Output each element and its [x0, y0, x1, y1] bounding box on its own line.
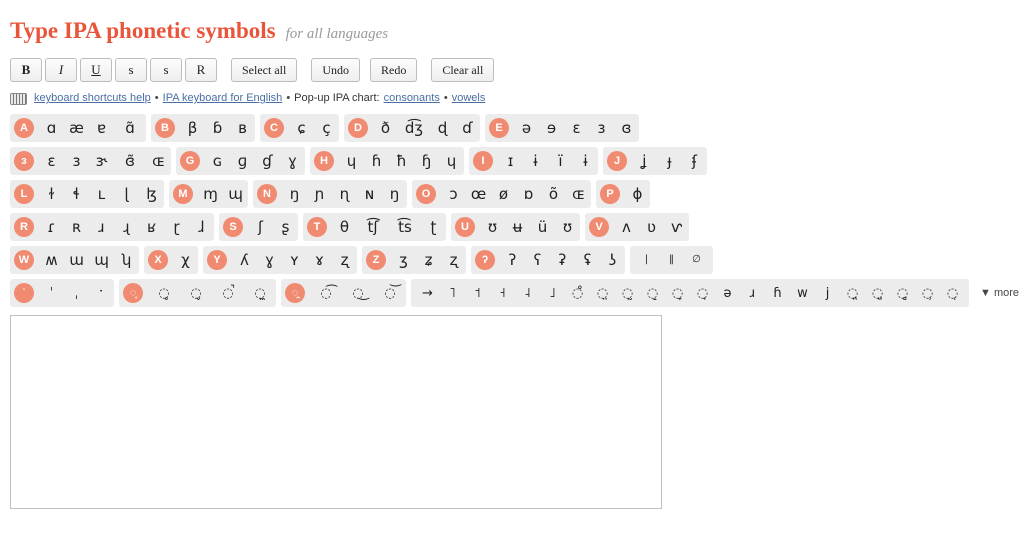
ipa-key[interactable]: ɫ [48, 184, 55, 203]
ipa-key[interactable]: ɦ [773, 285, 782, 301]
ipa-key[interactable]: ɢ [212, 151, 223, 170]
ipa-key[interactable]: ◌̹ [921, 285, 934, 301]
key-group-G [176, 147, 305, 175]
ipa-key[interactable]: ◌̥ [158, 285, 170, 301]
key-group-B [151, 114, 255, 142]
ipa-key[interactable]: ʌ [622, 217, 631, 236]
key-group-badge[interactable]: W [14, 250, 34, 270]
ipa-key[interactable]: ʈ [430, 217, 437, 236]
ipa-key[interactable]: ɜ [597, 118, 606, 137]
ipa-key[interactable]: ø [498, 184, 509, 203]
ipa-key[interactable]: æ [69, 118, 84, 137]
key-group-A [10, 114, 146, 142]
key-group-ɜ [10, 147, 171, 175]
key-group-badge[interactable]: X [148, 250, 168, 270]
subscript-button[interactable]: s [150, 58, 182, 82]
formatting-toolbar [10, 58, 669, 82]
ipa-key[interactable]: ʒ [399, 250, 408, 269]
key-group-W [10, 246, 139, 274]
key-group-ʔ [471, 246, 625, 274]
text-editor[interactable] [10, 315, 662, 509]
ipa-key[interactable]: ◌̘ [696, 285, 709, 301]
ipa-key[interactable]: ∅ [692, 254, 701, 265]
ipa-key[interactable]: ɠ [262, 151, 273, 170]
key-group-badge[interactable]: N [257, 184, 277, 204]
ipa-key[interactable]: ɜ [72, 151, 81, 170]
key-group-C [260, 114, 339, 142]
ipa-key[interactable]: ɮ [146, 184, 157, 203]
key-group-◌̯ [281, 279, 406, 307]
ipa-key[interactable]: ɹ [98, 217, 105, 236]
ipa-key[interactable]: ɺ [198, 217, 205, 236]
reset-format-button[interactable]: R [185, 58, 217, 82]
ipa-key[interactable]: ħ [396, 151, 407, 170]
ipa-keyboard [10, 114, 1019, 307]
ipa-key[interactable]: ɭ [124, 184, 129, 203]
ipa-key[interactable]: ɕ [297, 118, 306, 137]
ipa-key[interactable]: ʙ [238, 118, 247, 137]
ipa-key[interactable]: ɞ [621, 118, 632, 137]
separator-bullet-2: • [286, 92, 291, 104]
ipa-key[interactable]: ɑ [46, 118, 57, 137]
ipa-key[interactable]: ʟ [97, 184, 106, 203]
ipa-key[interactable]: œ [470, 184, 487, 203]
key-group-plain [630, 246, 713, 274]
separator-bullet-3: • [443, 92, 448, 104]
ipa-key[interactable]: ʊ [562, 217, 573, 236]
keyboard-shortcuts-help-link[interactable]: keyboard shortcuts help [34, 92, 151, 104]
ipa-key[interactable]: ◌͜ [352, 285, 364, 301]
ipa-key[interactable]: ‖ [669, 254, 674, 265]
page-header [0, 0, 669, 44]
ipa-key[interactable]: ɒ [523, 184, 534, 203]
underline-button[interactable]: U [80, 58, 112, 82]
ipa-key[interactable]: ʖ [608, 250, 617, 269]
ipa-key[interactable]: ŋ [389, 184, 400, 203]
ipa-key[interactable]: ɬ [72, 184, 81, 203]
ipa-key[interactable]: ɑ̃ [125, 118, 135, 137]
undo-button[interactable]: Undo [311, 58, 360, 82]
ipa-key[interactable]: ŋ [289, 184, 300, 203]
ipa-key[interactable]: ʏ [289, 250, 300, 269]
ipa-key[interactable]: ˨ [524, 285, 531, 301]
popup-chart-label: Pop-up IPA chart: [294, 92, 380, 104]
key-group-Y [203, 246, 357, 274]
key-group-badge[interactable]: O [416, 184, 436, 204]
key-group-O [412, 180, 591, 208]
ipa-key[interactable]: ʐ [449, 250, 458, 269]
ipa-key[interactable]: ɛ [47, 151, 56, 170]
key-group-P [596, 180, 650, 208]
ipa-key[interactable]: ɰ [228, 184, 243, 203]
ipa-key[interactable]: ɰ [94, 250, 109, 269]
key-group-badge[interactable]: H [314, 151, 334, 171]
ipa-key[interactable]: ˥ [449, 285, 456, 301]
ipa-key[interactable]: ◌̺ [871, 285, 884, 301]
ipa-key[interactable]: ʮ [121, 250, 132, 269]
ipa-key[interactable]: ◌̬ [190, 285, 202, 301]
ipa-key[interactable]: d͡ʒ [404, 118, 424, 137]
key-group-badge[interactable]: ʔ [475, 250, 495, 270]
ipa-key[interactable]: ◌̼ [254, 285, 266, 301]
key-group-badge[interactable]: V [589, 217, 609, 237]
key-group-V [585, 213, 689, 241]
ipa-key[interactable]: ˌ [74, 285, 79, 301]
keyboard-icon [10, 93, 27, 105]
ipa-key[interactable]: ◌̜ [946, 285, 959, 301]
ipa-key[interactable]: ◌͡ [320, 285, 332, 301]
key-group-R [10, 213, 214, 241]
clear-all-button[interactable]: Clear all [431, 58, 494, 82]
ipa-key[interactable]: ɱ [203, 184, 218, 203]
ipa-key[interactable]: ʀ [71, 217, 82, 236]
key-group-badge[interactable]: ◌̯ [285, 283, 305, 303]
ipa-key[interactable]: ɳ [339, 184, 350, 203]
ipa-key[interactable]: ə [521, 118, 532, 137]
ipa-key[interactable]: ◌̚ [222, 285, 234, 301]
ipa-key[interactable]: ʁ [146, 217, 157, 236]
ipa-key[interactable]: ɔ [449, 184, 458, 203]
ipa-key[interactable]: ◌̊ [571, 285, 584, 301]
ipa-keyboard-english-link[interactable]: IPA keyboard for English [162, 92, 283, 104]
ipa-key[interactable]: ɝ [95, 151, 108, 170]
key-group-E [485, 114, 639, 142]
key-group-H [310, 147, 464, 175]
ipa-key[interactable]: ʔ [508, 250, 517, 269]
ipa-key[interactable]: ɣ [288, 151, 297, 170]
key-group-badge[interactable]: Y [207, 250, 227, 270]
ipa-key[interactable]: ◌̻ [896, 285, 909, 301]
ipa-key[interactable]: ð [380, 118, 391, 137]
ipa-key[interactable]: ʑ [424, 250, 433, 269]
ipa-key[interactable]: ◌͝ [384, 285, 396, 301]
ipa-key[interactable]: ʂ [281, 217, 290, 236]
ipa-key[interactable]: ˈ [49, 285, 54, 301]
key-group-badge[interactable]: L [14, 184, 34, 204]
ipa-key[interactable]: ʄ [691, 151, 698, 170]
ipa-key[interactable]: õ [548, 184, 559, 203]
key-group-badge[interactable]: C [264, 118, 284, 138]
ipa-key[interactable]: ɗ [462, 118, 473, 137]
ipa-key[interactable]: ɤ [315, 250, 324, 269]
keyboard-row [10, 213, 682, 241]
key-group-D [344, 114, 480, 142]
ipa-key[interactable]: j [825, 285, 830, 301]
ipa-key[interactable]: ɦ [371, 151, 382, 170]
ipa-key[interactable]: θ [339, 217, 350, 236]
separator-bullet-1: • [154, 92, 159, 104]
ipa-key[interactable]: ɨ [533, 151, 538, 170]
key-group-ˈ [10, 279, 114, 307]
key-group-badge[interactable]: Z [366, 250, 386, 270]
key-group-badge[interactable]: A [14, 118, 34, 138]
select-all-button[interactable]: Select all [231, 58, 297, 82]
superscript-button[interactable]: s [115, 58, 147, 82]
ipa-key[interactable]: ʊ [487, 217, 498, 236]
ipa-key[interactable]: ɐ [96, 118, 106, 137]
ipa-key[interactable]: ɪ [507, 151, 514, 170]
keyboard-row [10, 147, 698, 175]
ipa-key[interactable]: ɯ [69, 250, 84, 269]
ipa-key[interactable]: ɓ [212, 118, 223, 137]
key-group-Z [362, 246, 466, 274]
ipa-key[interactable]: | [644, 254, 649, 265]
key-group-badge[interactable]: B [155, 118, 175, 138]
redo-button[interactable]: Redo [370, 58, 417, 82]
ipa-key[interactable]: ʋ [647, 217, 656, 236]
ipa-key[interactable]: ɲ [314, 184, 325, 203]
ipa-key[interactable]: ü [537, 217, 548, 236]
key-group-◌̥ [119, 279, 276, 307]
page-subtitle: for all languages [285, 26, 389, 42]
ipa-key[interactable]: ◌̪ [846, 285, 859, 301]
ipa-key[interactable]: ◌̝ [646, 285, 659, 301]
key-group-badge[interactable]: S [223, 217, 243, 237]
ipa-key[interactable]: ɹ [749, 285, 756, 301]
consonants-link[interactable]: consonants [383, 92, 440, 104]
ipa-key[interactable]: ɥ [346, 151, 357, 170]
ipa-key[interactable]: ɥ [446, 151, 457, 170]
key-group-M [169, 180, 248, 208]
ipa-key[interactable]: ˧ [499, 285, 506, 301]
key-group-badge[interactable]: P [600, 184, 620, 204]
ipa-key[interactable]: ɣ [265, 250, 274, 269]
ipa-key[interactable]: ˑ [99, 285, 104, 301]
key-group-badge[interactable]: M [173, 184, 193, 204]
ipa-key[interactable]: t͡s [398, 217, 412, 236]
more-toggle[interactable]: ▼ more [980, 287, 1019, 299]
ipa-key[interactable]: ɘ [546, 118, 557, 137]
ipa-key[interactable]: ʍ [45, 250, 58, 269]
ipa-key[interactable]: ʐ [340, 250, 349, 269]
ipa-key[interactable]: χ [181, 250, 190, 269]
help-links [10, 92, 669, 104]
ipa-key[interactable]: ɾ [47, 217, 56, 236]
ipa-key[interactable]: ʢ [583, 250, 592, 269]
key-group-badge[interactable]: R [14, 217, 34, 237]
italic-button[interactable]: I [45, 58, 77, 82]
keyboard-row [10, 180, 665, 208]
ipa-key[interactable]: t͡ʃ [367, 217, 379, 236]
ipa-key[interactable]: ɴ [364, 184, 375, 203]
key-group-plain [411, 279, 969, 307]
ipa-key[interactable]: ɨ [583, 151, 588, 170]
ipa-key[interactable]: ˩ [549, 285, 556, 301]
ipa-key[interactable]: ɟ [667, 151, 672, 170]
key-group-badge[interactable]: I [473, 151, 493, 171]
key-group-badge[interactable]: U [455, 217, 475, 237]
ipa-key[interactable]: ʝ [642, 151, 647, 170]
ipa-key[interactable]: ʃ [257, 217, 264, 236]
key-group-badge[interactable]: ˈ [14, 283, 34, 303]
page-title: Type IPA phonetic symbols [10, 18, 276, 43]
ipa-key[interactable]: ɽ [173, 217, 180, 236]
key-group-T [303, 213, 446, 241]
key-group-badge[interactable]: J [607, 151, 627, 171]
keyboard-row [10, 279, 1019, 307]
key-group-N [253, 180, 407, 208]
ipa-key[interactable]: ɖ [437, 118, 448, 137]
ipa-key[interactable]: ɸ [632, 184, 643, 203]
ipa-key[interactable]: ç [322, 118, 331, 137]
key-group-L [10, 180, 164, 208]
ipa-key[interactable]: ə [723, 285, 732, 301]
key-group-S [219, 213, 298, 241]
ipa-key[interactable]: β [187, 118, 198, 137]
ipa-key[interactable]: ◌̞ [671, 285, 684, 301]
ipa-key[interactable]: ◌̰ [621, 285, 634, 301]
keyboard-row [10, 246, 701, 274]
bold-button[interactable]: B [10, 58, 42, 82]
ipa-key[interactable]: ʉ [512, 217, 523, 236]
ipa-key[interactable]: ɞ̃ [125, 151, 135, 170]
key-group-I [469, 147, 598, 175]
key-group-badge[interactable]: T [307, 217, 327, 237]
key-group-badge[interactable]: G [180, 151, 200, 171]
ipa-key[interactable]: ɛ [572, 118, 581, 137]
ipa-key[interactable]: ɧ [421, 151, 432, 170]
keyboard-row [10, 114, 665, 142]
vowels-link[interactable]: vowels [451, 92, 486, 104]
ipa-key[interactable]: ɻ [123, 217, 130, 236]
ipa-key[interactable]: ⱱ [670, 217, 682, 236]
ipa-key[interactable]: ɶ [572, 184, 585, 203]
ipa-key[interactable]: ʡ [558, 250, 567, 269]
key-group-badge[interactable]: D [348, 118, 368, 138]
ipa-key[interactable]: w [797, 285, 808, 301]
ipa-key[interactable]: ʕ [533, 250, 542, 269]
ipa-key[interactable]: ï [558, 151, 563, 170]
ipa-key[interactable]: ɡ [237, 151, 248, 170]
key-group-badge[interactable]: E [489, 118, 509, 138]
key-group-badge[interactable]: ◌̥ [123, 283, 143, 303]
ipa-key[interactable]: → [422, 285, 433, 301]
ipa-key[interactable]: ʎ [240, 250, 249, 269]
key-group-badge[interactable]: ɜ [14, 151, 34, 171]
ipa-key[interactable]: ˦ [474, 285, 481, 301]
key-group-U [451, 213, 580, 241]
ipa-key[interactable]: ◌̤ [596, 285, 609, 301]
text-style-group [10, 58, 217, 82]
key-group-X [144, 246, 198, 274]
key-group-J [603, 147, 707, 175]
ipa-key[interactable]: ɶ [152, 151, 165, 170]
